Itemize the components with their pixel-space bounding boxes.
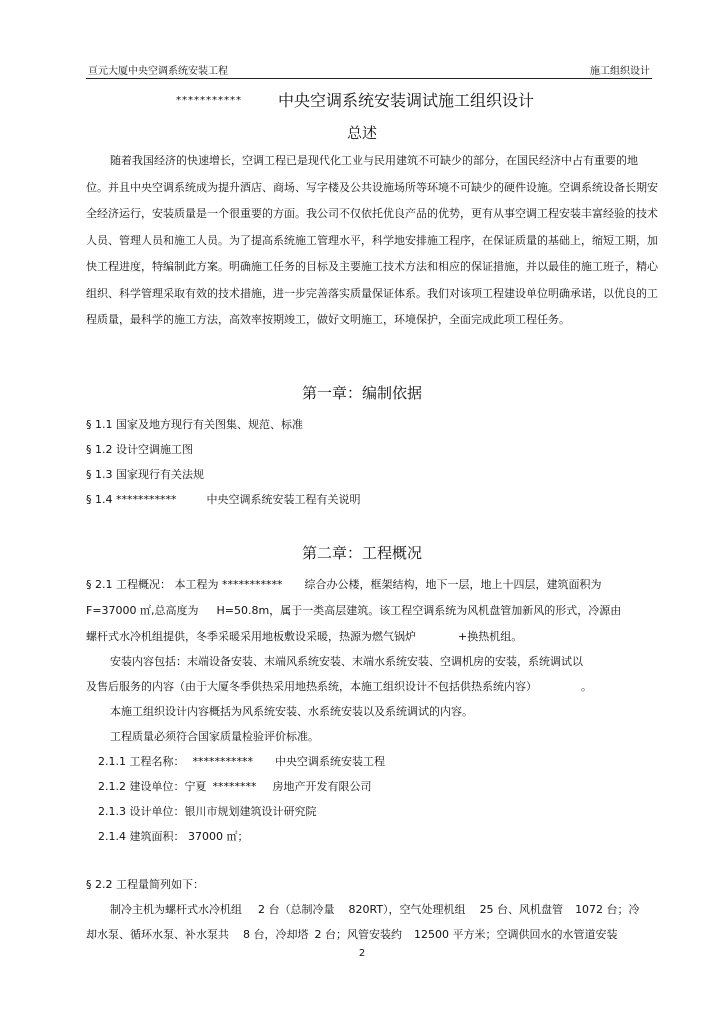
chiller-type: 制冷主机为螺杆式水冷机组 — [110, 903, 242, 916]
client-value: 房地产开发有限公司 — [272, 780, 372, 793]
cooling-tower-label: 8 台，冷却塔 — [243, 928, 309, 941]
quantities-line-2 — [86, 926, 618, 942]
overview-paragraph-block — [86, 148, 658, 334]
section-2-1-structure: 综合办公楼，框架结构，地下一层，地上十四层，建筑面积为 — [304, 578, 602, 591]
overview-paragraph: 随着我国经济的快速增长，空调工程已是现代化工业与民用建筑不可缺少的部分，在国民经济中占有重要的地位。并且中央空调系统成为提升酒店、商场、写字楼及公共设施场所等环境不可缺少的硬件设施。空调系统设备长期安全经济运行，安装质量是一个很重要的方面。我公司不仅依托优良产品的优势，更有从事空调工程安装丰富经验的技术人员、管理人员和施工人员。为了提高系统施工管理水平，科学地安排施工程序，在保证质量的基础上，缩短工期，加快工程进度，特编制此方案。明确施工任务的目标及主要施工技术方法和相应的保证措施，并以最佳的施工班子，精心组织、科学管理采取有效的技术措施，进一步完善落实质量保证体系。我们对该项工程建设单位明确承诺，以优良的工程质量，最科学的施工方法，高效率按期竣工，做好文明施工，环境保护，全面完成此项工程任务。 — [86, 154, 658, 326]
chapter1-item-3: § 1.3 国家现行有关法规 — [86, 468, 204, 481]
overview-heading: 总述 — [346, 124, 377, 142]
section-2-1-4: 2.1.4 建筑面积： 37000 ㎡； — [98, 830, 249, 843]
section-2-1-line-2 — [86, 602, 621, 618]
title-text: 中央空调系统安装调试施工组织设计 — [278, 91, 535, 110]
scope-end-mark: 。 — [581, 680, 592, 693]
project-name-label: 2.1.1 工程名称： — [98, 755, 185, 768]
scope-line-1: 安装内容包括：末端设备安装、末端风系统安装、末端水系统安装、空调机房的安装，系统调试以 — [110, 655, 583, 668]
chiller-count: 2 台（总制冷量 — [258, 903, 335, 916]
air-handler-label: 820RT），空气处理机组 — [348, 903, 466, 916]
scope-exclusion: 及售后服务的内容（由于大厦冬季供热采用地热系统，本施工组织设计不包括供热系统内容） — [86, 680, 537, 693]
quality-standard: 工程质量必须符合国家质量检验评价标准。 — [110, 730, 319, 743]
chapter1-item-2: § 1.2 设计空调施工图 — [86, 443, 193, 456]
client-redacted: ******** — [212, 780, 257, 793]
section-2-1-line-3 — [86, 628, 522, 644]
quantities-line-1 — [110, 901, 640, 917]
project-name-redacted: *********** — [192, 755, 253, 768]
client-label: 2.1.2 建设单位：宁夏 — [98, 780, 207, 793]
page-number: 2 — [358, 948, 366, 959]
section-2-1-2 — [98, 778, 372, 794]
chapter2-heading: 第二章：工程概况 — [301, 544, 422, 562]
section-2-1-heat-exchanger: +换热机组。 — [458, 630, 523, 643]
title-redacted-name: *********** — [176, 95, 242, 106]
chapter1-item-4-prefix: § 1.4 *********** — [86, 493, 177, 506]
pipe-install-label: 12500 平方米；空调供回水的水管道安装 — [414, 928, 618, 941]
scope-line-2 — [86, 678, 592, 694]
header-divider — [86, 78, 652, 79]
chapter1-item-4 — [86, 491, 361, 507]
fan-coil-count: 1072 台；冷 — [575, 903, 640, 916]
section-2-1-3: 2.1.3 设计单位：银川市规划建筑设计研究院 — [98, 805, 317, 818]
project-name-value: 中央空调系统安装工程 — [275, 755, 385, 768]
header-project-name: 亘元大厦中央空调系统安装工程 — [88, 66, 228, 77]
chapter1-item-4-text: 中央空调系统安装工程有关说明 — [206, 493, 361, 506]
section-2-1-heat-source: 螺杆式水冷机组提供，冬季采暖采用地板敷设采暖，热源为燃气锅炉 — [86, 630, 416, 643]
chapter1-heading: 第一章：编制依据 — [301, 384, 422, 402]
chapter1-item-1: § 1.1 国家及地方现行有关图集、规范、标准 — [86, 418, 303, 431]
section-2-2-heading: § 2.2 工程量简列如下： — [86, 878, 204, 891]
section-2-1-height: H=50.8m，属于一类高层建筑。该工程空调系统为风机盘管加新风的形式，冷源由 — [216, 604, 622, 617]
section-2-1-1 — [98, 753, 385, 769]
section-2-1-line-1 — [86, 576, 601, 592]
section-2-1-area: F=37000 ㎡,总高度为 — [86, 604, 199, 617]
fan-coil-label: 25 台、风机盘管 — [479, 903, 564, 916]
pump-count-label: 却水泵、循环水泵、补水泵共 — [86, 928, 229, 941]
duct-area-label: 2 台；风管安装约 — [314, 928, 402, 941]
section-2-1-intro: § 2.1 工程概况： 本工程为 *********** — [86, 578, 283, 591]
document-title — [176, 88, 534, 111]
design-scope: 本施工组织设计内容概括为风系统安装、水系统安装以及系统调试的内容。 — [110, 705, 473, 718]
header-doc-type: 施工组织设计 — [590, 66, 650, 77]
